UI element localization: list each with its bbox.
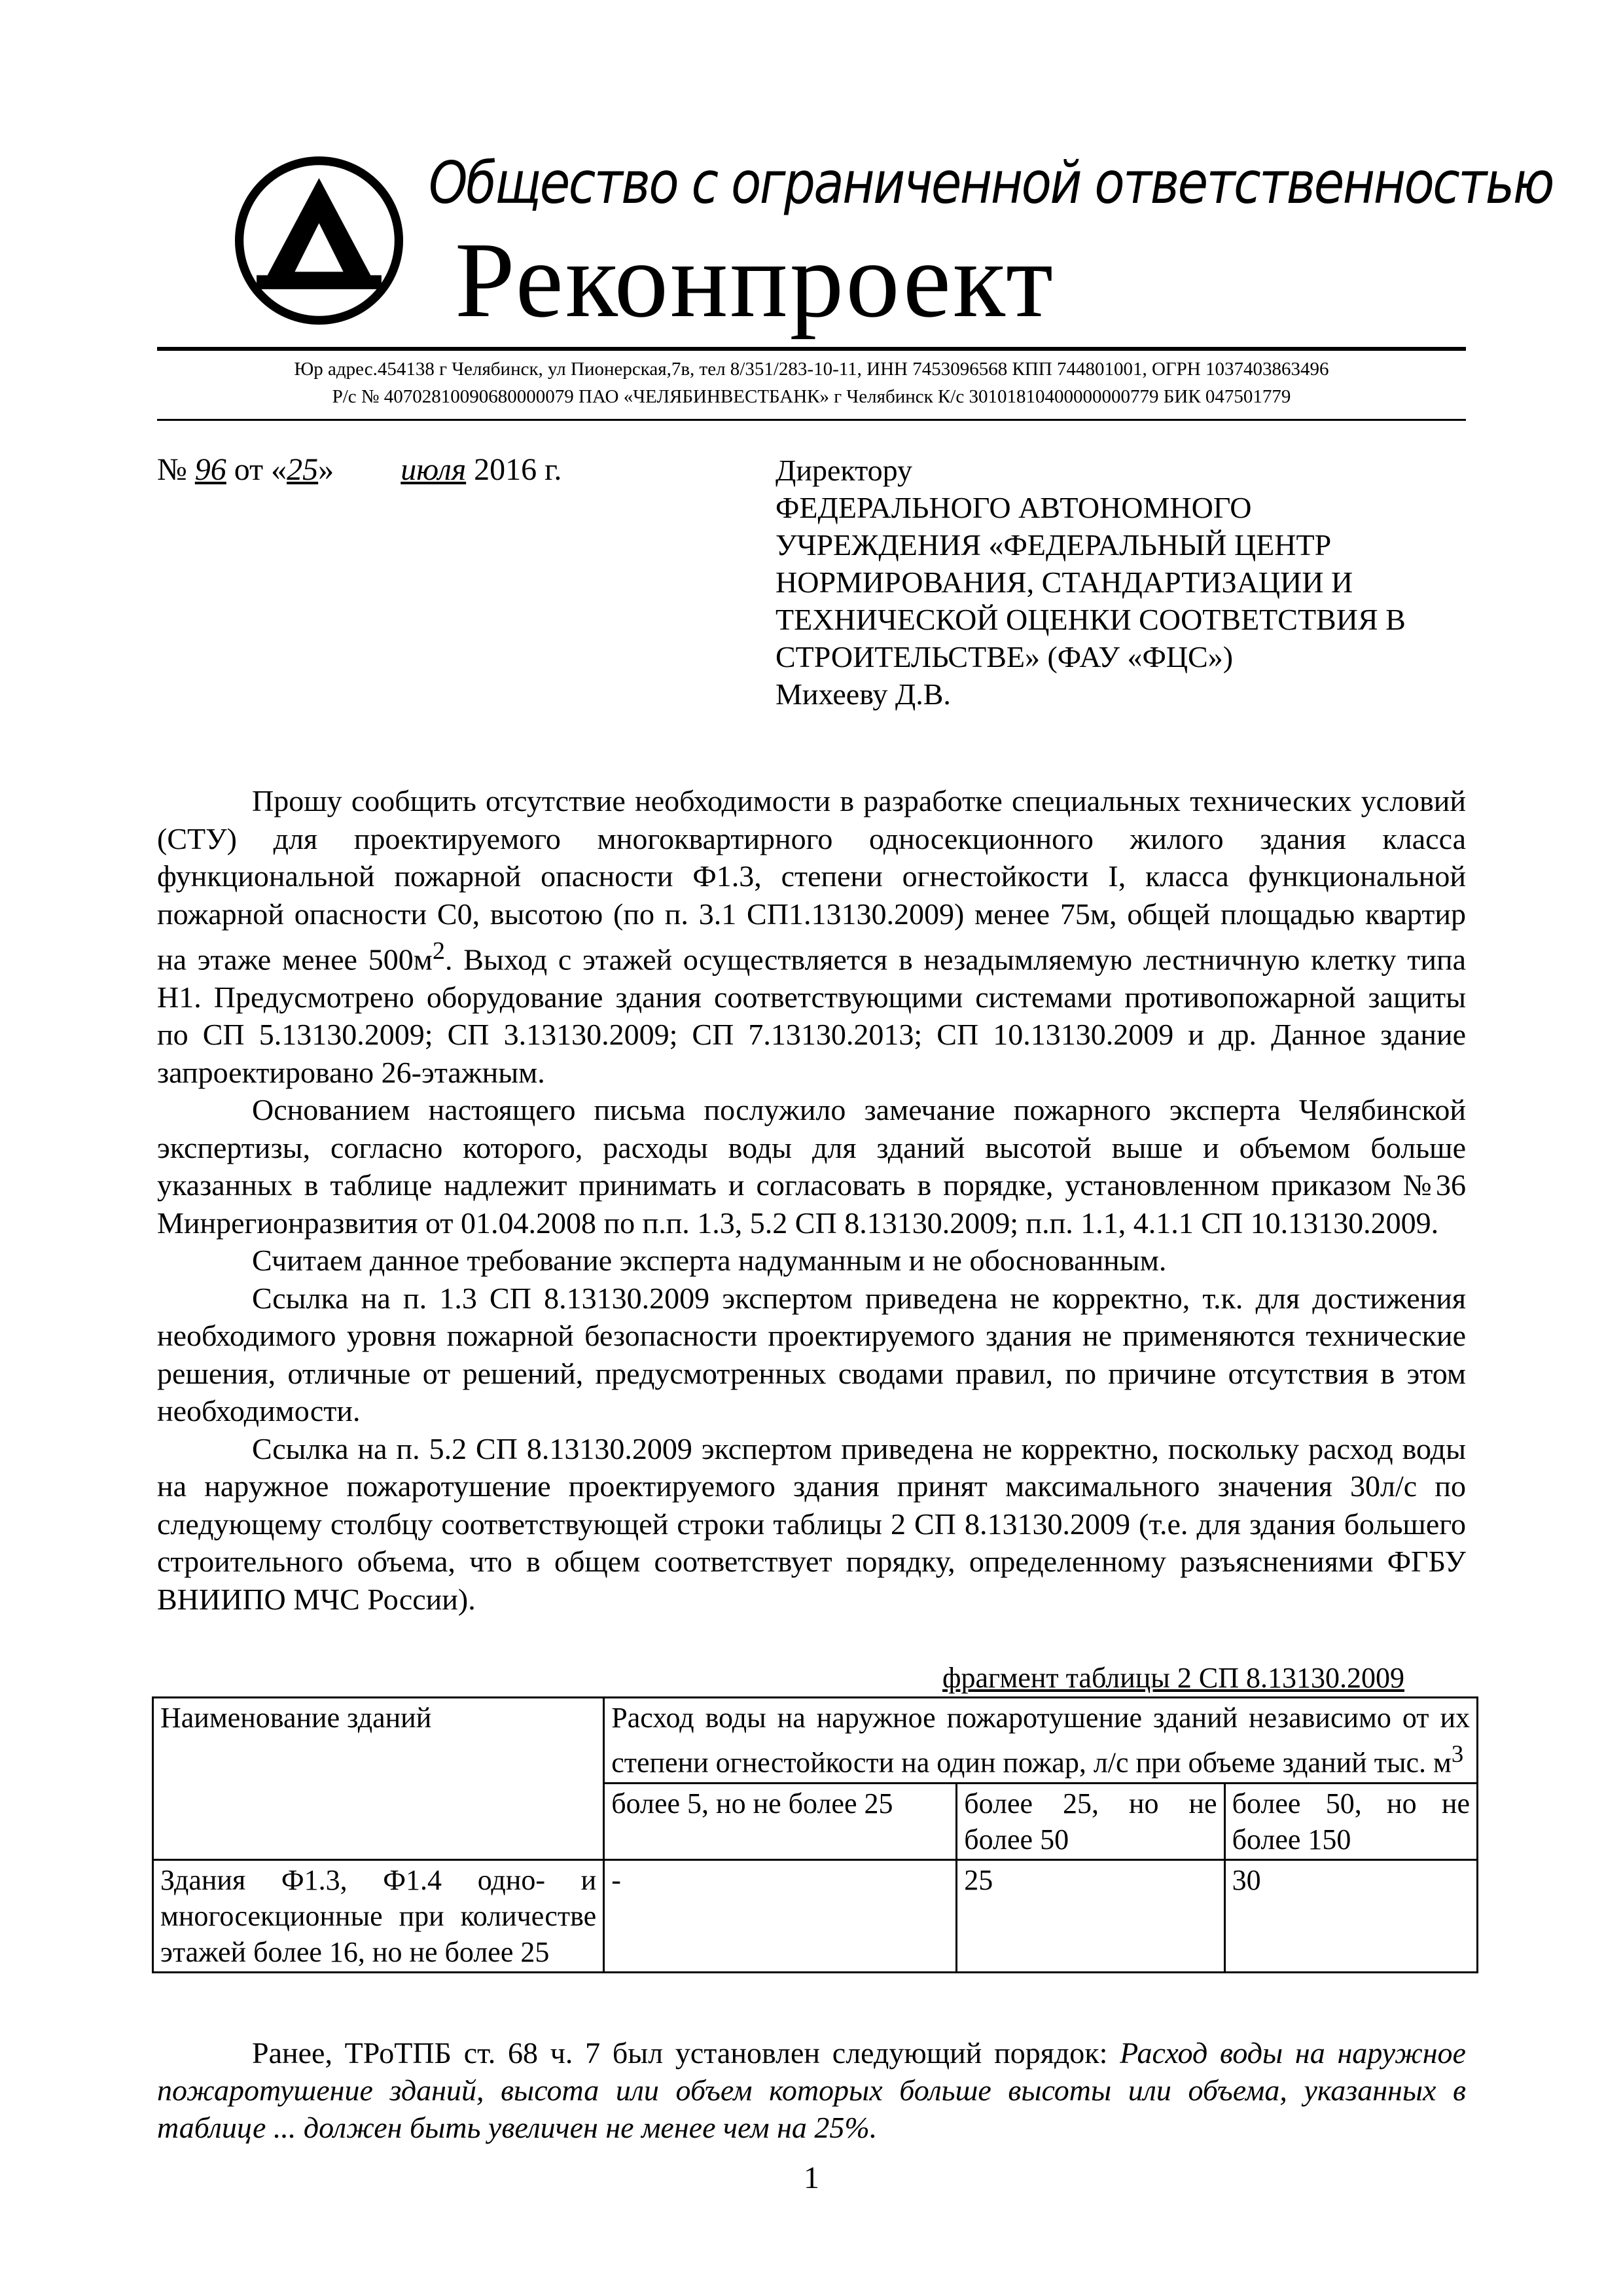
- table-header-flow-text: Расход воды на наружное пожаротушение зданий независимо от их степени огнестойкости на один пожар, л/с при объеме зданий тыс. м: [611, 1702, 1470, 1779]
- letter-body: [157, 782, 1466, 1618]
- addressee-line: УЧРЕЖДЕНИЯ «ФЕДЕРАЛЬНЫЙ ЦЕНТР: [776, 528, 1332, 562]
- page-number: 1: [804, 2161, 819, 2195]
- company-requisites-line2: Р/с № 40702810090680000079 ПАО «ЧЕЛЯБИНВЕСТБАНК» г Челябинск К/с 30101810400000000779 БИК 047501779: [332, 386, 1291, 407]
- letter-reference: [157, 452, 562, 488]
- body-paragraph-2: Основанием настоящего письма послужило замечание пожарного эксперта Челябинской экспертизы, согласно которого, расходы воды для зданий высотой выше и объемом больше указанных в таблице надлежит принимать и согласовать в порядке, установленном приказом №36 Минрегионразвития от 01.04.2008 по п.п. 1.3, 5.2 СП 8.13130.2009; п.п. 1.1, 4.1.1 СП 10.13130.2009.: [157, 1093, 1466, 1240]
- ref-day-close: »: [318, 452, 334, 487]
- water-flow-table: [152, 1696, 1478, 1973]
- table-col-3: более 50, но не более 150: [1224, 1783, 1477, 1859]
- table-row-value-3: 30: [1224, 1859, 1477, 1972]
- table-row-value-2: 25: [957, 1859, 1224, 1972]
- body-p1-superscript: 2: [432, 937, 445, 965]
- addressee-line: Михееву Д.В.: [776, 677, 951, 711]
- body-paragraph-4: Ссылка на п. 1.3 СП 8.13130.2009 экспертом приведена не корректно, т.к. для достижения необходимого уровня пожарной безопасности проектируемого здания не применяются технические решения, отличные от решений, предусмотренных сводами правил, по причине отсутствия в этом необходимости.: [157, 1281, 1466, 1428]
- table-row-value-1: -: [604, 1859, 957, 1972]
- closing-block: [157, 2034, 1466, 2146]
- body-p1-part-a: Прошу сообщить отсутствие необходимости в разработке специальных технических условий (СТУ) для проектируемого многоквартирного односекционного жилого здания класса функциональной пожарной опасности Ф1.3, степени огнестойкости I, класса функциональной пожарной опасности С0, высотою (по п. 3.1 СП1.13130.2009) менее 75м, общей площадью квартир на этаже менее 500м: [157, 784, 1466, 977]
- addressee-line: СТРОИТЕЛЬСТВЕ» (ФАУ «ФЦС»): [776, 640, 1234, 673]
- ref-number-label: №: [157, 452, 187, 487]
- closing-lead: Ранее, ТРоТПБ ст. 68 ч. 7 был установлен следующий порядок:: [252, 2036, 1120, 2070]
- table-caption-text: фрагмент таблицы 2 СП 8.13130.2009: [942, 1662, 1404, 1694]
- ref-month: июля: [401, 452, 467, 487]
- table-col-1: более 5, но не более 25: [604, 1783, 957, 1859]
- body-paragraph-3: Считаем данное требование эксперта надуманным и не обоснованным.: [252, 1244, 1167, 1278]
- company-name: Реконпроект: [455, 220, 1056, 340]
- table-col-2: более 25, но не более 50: [957, 1783, 1224, 1859]
- ref-day: 25: [287, 452, 319, 487]
- addressee-line: ФЕДЕРАЛЬНОГО АВТОНОМНОГО: [776, 491, 1252, 524]
- addressee-line: ТЕХНИЧЕСКОЙ ОЦЕНКИ СООТВЕТСТВИЯ В: [776, 603, 1406, 636]
- ref-year: 2016 г.: [474, 452, 562, 487]
- company-requisites-line1: Юр адрес.454138 г Челябинск, ул Пионерская,7в, тел 8/351/283-10-11, ИНН 7453096568 КПП 744801001, ОГРН 1037403863496: [294, 359, 1329, 380]
- table-header-name: Наименование зданий: [153, 1698, 604, 1860]
- ref-from-label: от «: [234, 452, 287, 487]
- body-paragraph-5: Ссылка на п. 5.2 СП 8.13130.2009 экспертом приведена не корректно, поскольку расход воды на наружное пожаротушение проектируемого здания принят максимального значения 30л/с по следующему столбцу соответствующей строки таблицы 2 СП 8.13130.2009 (т.е. для здания большего строительного объема, что в общем соответствует порядку, определенному разъяснениями ФГБУ ВНИИПО МЧС России).: [157, 1431, 1466, 1616]
- table-caption: [942, 1661, 1404, 1695]
- addressee-line: Директору: [776, 454, 913, 487]
- ref-number: 96: [194, 452, 226, 487]
- table-header-flow: [604, 1698, 1478, 1784]
- table-header-flow-sup: 3: [1451, 1740, 1464, 1767]
- closing-paragraph: [157, 2034, 1466, 2146]
- addressee-line: НОРМИРОВАНИЯ, СТАНДАРТИЗАЦИИ И: [776, 565, 1353, 599]
- company-logo: [232, 154, 406, 327]
- body-paragraph-1: [157, 782, 1466, 1091]
- table-row-name: Здания Ф1.3, Ф1.4 одно- и многосекционные при количестве этажей более 16, но не более 25: [153, 1859, 604, 1972]
- closing-quote: Расход воды на наружное пожаротушение зданий, высота или объем которых больше высоты или объема, указанных в таблице ... должен быть увеличен не менее чем на 25%.: [157, 2036, 1466, 2144]
- letterhead-rule-bottom: [157, 419, 1466, 421]
- company-legal-form: Общество с ограниченной ответственностью: [429, 149, 1553, 217]
- letterhead-rule-top: [157, 347, 1466, 351]
- body-p1-part-b: . Выход с этажей осуществляется в незадымляемую лестничную клетку типа Н1. Предусмотрено оборудование здания соответствующими системами противопожарной защиты по СП 5.13130.2009; СП 3.13130.2009; СП 7.13130.2013; СП 10.13130.2009 и др. Данное здание запроектировано 26-этажным.: [157, 942, 1466, 1089]
- addressee-block: [776, 452, 1430, 713]
